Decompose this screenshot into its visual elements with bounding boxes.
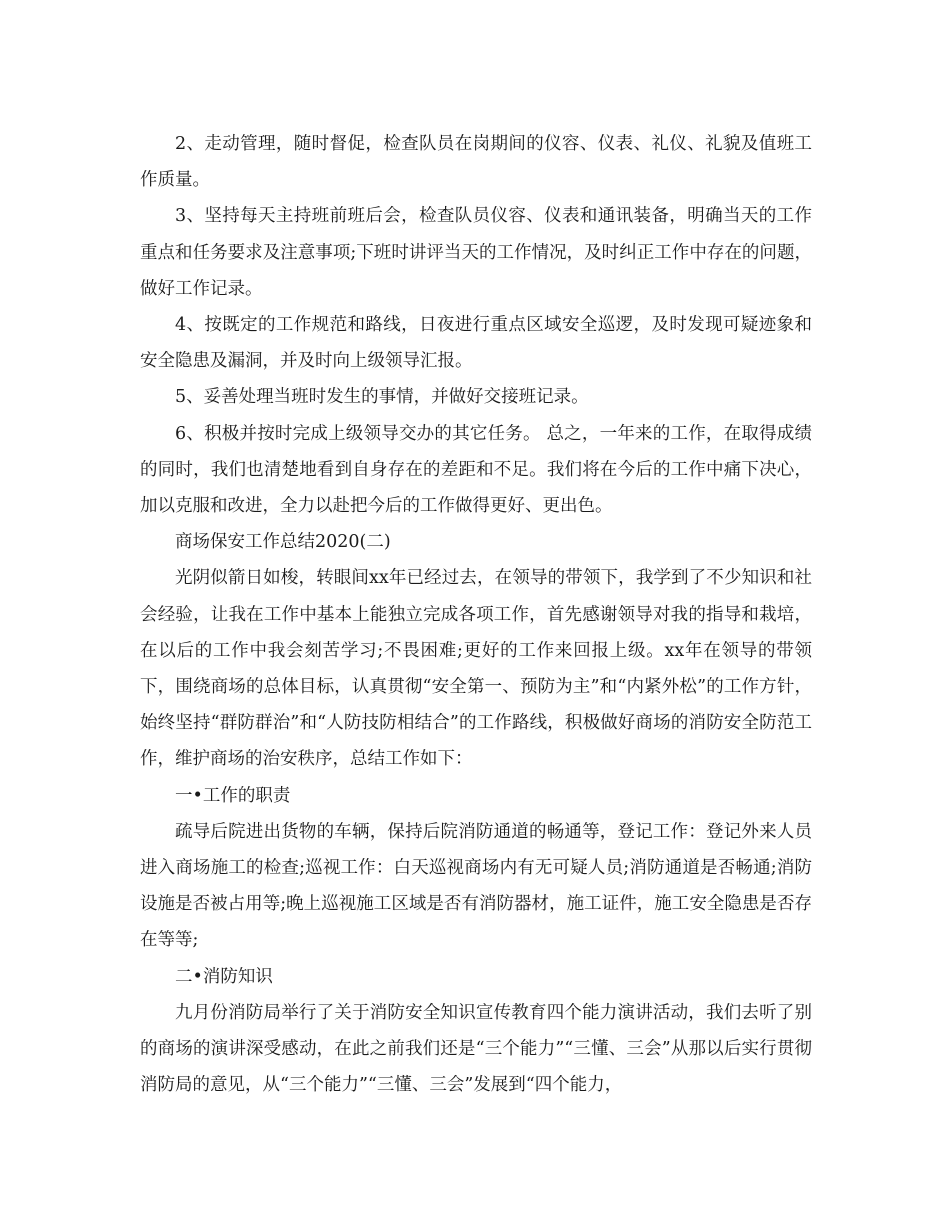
paragraph-item-6-summary: 6、积极并按时完成上级领导交办的其它任务。 总之，一年来的工作，在取得成绩的同时，我们也清楚地看到自身存在的差距和不足。我们将在今后的工作中痛下决心，加以克服和改进，全力以赴把今后的工作做得更好、更出色。 [140, 423, 812, 517]
paragraph-item-4: 4、按既定的工作规范和路线，日夜进行重点区域安全巡逻，及时发现可疑迹象和安全隐患及漏洞，并及时向上级领导汇报。 [140, 315, 812, 372]
paragraph-intro: 光阴似箭日如梭，转眼间xx年已经过去，在领导的带领下，我学到了不少知识和社会经验，让我在工作中基本上能独立完成各项工作，首先感谢领导对我的指导和栽培，在以后的工作中我会刻苦学习;不畏困难;更好的工作来回报上级。xx年在领导的带领下，围绕商场的总体目标，认真贯彻“安全第一、预防为主”和“内紧外松”的工作方针，始终坚持“群防群治”和“人防技防相结合”的工作路线，积极做好商场的消防安全防范工作，维护商场的治安秩序，总结工作如下： [140, 568, 812, 770]
paragraph-duties: 疏导后院进出货物的车辆，保持后院消防通道的畅通等，登记工作：登记外来人员进入商场施工的检查;巡视工作：白天巡视商场内有无可疑人员;消防通道是否畅通;消防设施是否被占用等;晚上巡视施工区域是否有消防器材，施工证件，施工安全隐患是否存在等等; [140, 821, 812, 951]
subheading-fire-knowledge: 二•消防知识 [175, 966, 273, 987]
document-body [140, 126, 812, 1103]
paragraph-item-3: 3、坚持每天主持班前班后会，检查队员仪容、仪表和通讯装备，明确当天的工作重点和任务要求及注意事项;下班时讲评当天的工作情况，及时纠正工作中存在的问题，做好工作记录。 [140, 206, 812, 299]
subheading-duties: 一•工作的职责 [175, 785, 291, 806]
paragraph-item-2: 2、走动管理，随时督促，检查队员在岗期间的仪容、仪表、礼仪、礼貌及值班工作质量。 [140, 134, 812, 191]
paragraph-fire-knowledge: 九月份消防局举行了关于消防安全知识宣传教育四个能力演讲活动，我们去听了别的商场的演讲深受感动，在此之前我们还是“三个能力”“三懂、三会”从那以后实行贯彻消防局的意见，从“三个能力”“三懂、三会”发展到“四个能力， [140, 1002, 812, 1096]
paragraph-item-5: 5、妥善处理当班时发生的事情，并做好交接班记录。 [175, 387, 589, 408]
section-title: 商场保安工作总结2020(二) [175, 532, 391, 553]
